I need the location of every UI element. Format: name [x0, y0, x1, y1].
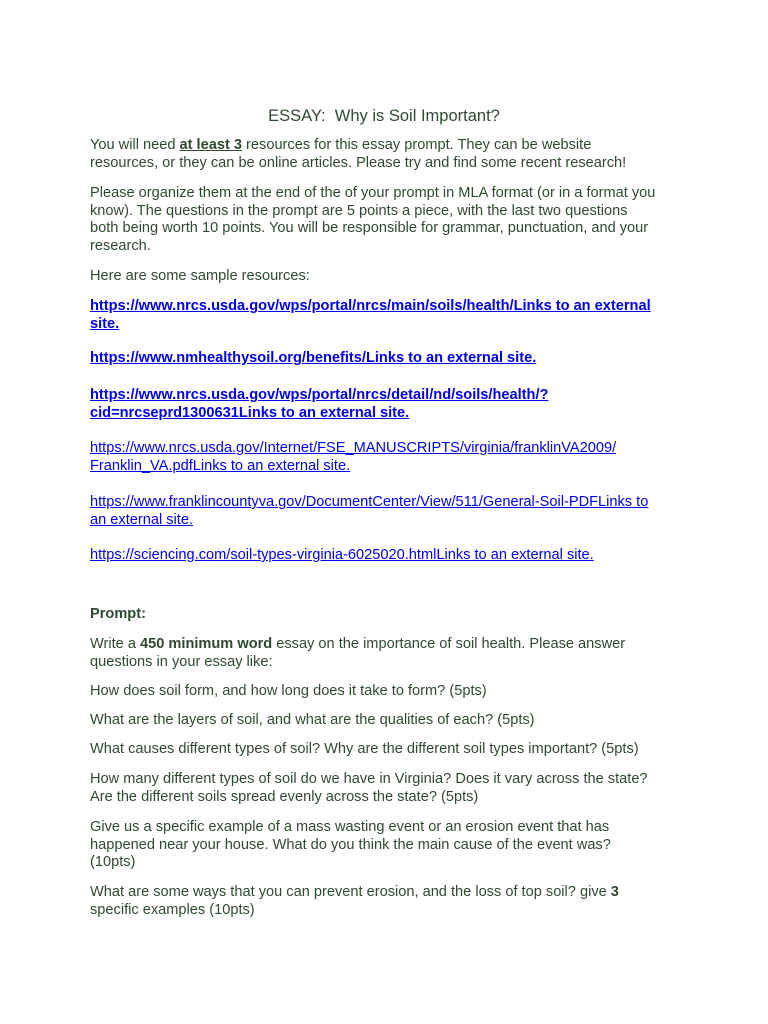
link-text: https://www.nrcs.usda.gov/wps/portal/nrcs/detail/nd/soils/health/? [90, 387, 549, 403]
link-text: an external site. [90, 511, 194, 528]
question-3: What causes different types of soil? Why are the different soil types important? (5pts) [90, 741, 639, 757]
link-text: https://www.nmhealthysoil.org/benefits/Links to an external site. [90, 350, 537, 366]
resource-link-4[interactable] [90, 440, 690, 475]
resource-link-1[interactable] [90, 298, 690, 333]
format-line: both being worth 10 points. You will be responsible for grammar, punctuation, and your [90, 220, 649, 236]
question-5 [90, 819, 690, 872]
prompt-intro-line-1 [90, 636, 690, 654]
intro-paragraph-resources [90, 137, 690, 172]
resource-link-5[interactable] [90, 494, 690, 529]
intro-paragraph-format [90, 185, 690, 255]
link-text: https://www.nrcs.usda.gov/Internet/FSE_MANUSCRIPTS/virginia/franklinVA2009/ [90, 440, 617, 456]
question-text: Are the different soils spread evenly across the state? (5pts) [90, 788, 479, 805]
question-6 [90, 884, 690, 919]
link-text: site. [90, 315, 120, 332]
question-6-line-1 [90, 884, 690, 902]
link-text: https://sciencing.com/soil-types-virginia-6025020.htmlLinks to an external site. [90, 547, 594, 563]
link-text: https://www.franklincountyva.gov/DocumentCenter/View/511/General-Soil-PDFLinks to [90, 494, 649, 510]
intro-text: You will need [90, 137, 180, 153]
question-text: (10pts) [90, 854, 136, 870]
question-4 [90, 771, 690, 806]
prompt-text: Write a [90, 636, 141, 652]
sample-resources-label: Here are some sample resources: [90, 268, 310, 284]
format-line: research. [90, 237, 151, 254]
resource-link-2[interactable] [90, 350, 690, 368]
prompt-text: essay on the importance of soil health. Please answer [272, 636, 626, 652]
format-line: know). The questions in the prompt are 5 points a piece, with the last two questions [90, 202, 628, 219]
question-text: What are some ways that you can prevent erosion, and the loss of top soil? give [90, 884, 611, 900]
link-text: cid=nrcseprd1300631Links to an external site. [90, 404, 410, 421]
resource-link-3[interactable] [90, 387, 690, 422]
essay-title: ESSAY: Why is Soil Important? [268, 107, 500, 125]
question-1: How does soil form, and how long does it take to form? (5pts) [90, 683, 487, 699]
intro-line-1 [90, 137, 690, 155]
question-text: specific examples (10pts) [90, 901, 255, 918]
word-count-emphasis: 450 minimum word [140, 636, 273, 652]
link-text: https://www.nrcs.usda.gov/wps/portal/nrcs/main/soils/health/Links to an external [90, 298, 651, 314]
resource-count-emphasis: at least 3 [179, 137, 242, 153]
question-text: How many different types of soil do we have in Virginia? Does it vary across the state? [90, 771, 648, 787]
example-count-emphasis: 3 [610, 884, 619, 900]
intro-line-2: resources, or they can be online articles. Please try and find some recent research! [90, 154, 627, 171]
question-text: happened near your house. What do you think the main cause of the event was? [90, 836, 611, 853]
question-text: Give us a specific example of a mass wasting event or an erosion event that has [90, 819, 610, 835]
resource-link-6[interactable] [90, 547, 690, 565]
prompt-intro [90, 636, 690, 671]
intro-text: resources for this essay prompt. They can be website [242, 137, 592, 153]
prompt-heading: Prompt: [90, 606, 146, 622]
link-text: Franklin_VA.pdfLinks to an external site. [90, 457, 351, 474]
question-2: What are the layers of soil, and what are the qualities of each? (5pts) [90, 712, 535, 728]
format-line: Please organize them at the end of the of your prompt in MLA format (or in a format you [90, 185, 656, 201]
prompt-intro-line-2: questions in your essay like: [90, 653, 273, 670]
